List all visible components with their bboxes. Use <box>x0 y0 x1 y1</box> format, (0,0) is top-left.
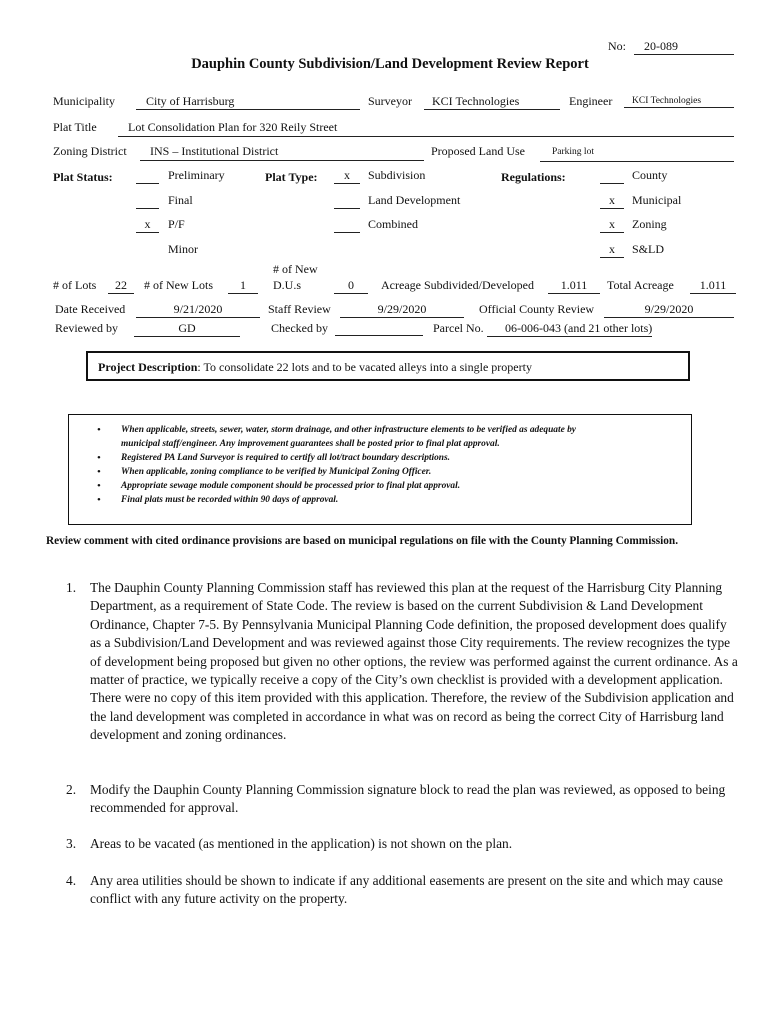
note-item: • When applicable, streets, sewer, water, storm drainage, and other infrastructure elements to be verified as adequate by municipal staff/engineer. Any improvement guarantees shall be posted prior to final plat approval. <box>121 423 591 451</box>
total-acreage-value: 1.011 <box>690 278 736 294</box>
type-combined-label: Combined <box>368 217 418 231</box>
status-pf-label: P/F <box>168 217 185 231</box>
date-received-value: 9/21/2020 <box>136 302 260 318</box>
type-subdivision-mark: x <box>334 168 360 184</box>
note-item: • Final plats must be recorded within 90 days of approval. <box>121 493 591 507</box>
doc-no-label: No: <box>608 39 626 53</box>
parcel-value: 06-006-043 (and 21 other lots) <box>487 321 652 337</box>
staff-review-label: Staff Review <box>268 302 331 316</box>
proposed-use-line <box>540 161 734 162</box>
comment-1-text: The Dauphin County Planning Commission staff has reviewed this plan at the request of the Harrisburg City Planning Department, as a requirement of State Code. The review is based on the current Subdivision & Land Development Ordinance, Chapter 7-5. By Pennsylvania Municipal Planning Code definition, the proposed development does qualify as a Subdivision/Land Development and was reviewed against those City requirements. The review recognizes the type of development being proposed but given no other options, the review was performed against the current ordinance. As a matter of practice, we typically receive a copy of the City’s own checklist is provided with a development application. There were no copy of this item provided with this application. Therefore, the review of the Subdivision application and the land development was completed in accordance in what was on record as being the correct City of Harrisburg land development and zoning ordinances. <box>90 580 738 743</box>
type-landdev-mark <box>334 193 360 209</box>
reg-zoning-mark: x <box>600 217 624 233</box>
reg-sld-mark: x <box>600 242 624 258</box>
notes-list <box>121 423 591 507</box>
date-received-label: Date Received <box>55 302 126 316</box>
comment-3-number: 3. <box>66 836 77 851</box>
comment-2-text: Modify the Dauphin County Planning Commission signature block to read the plan was reviewed, as opposed to being recommended for approval. <box>90 782 726 816</box>
municipality-label: Municipality <box>53 94 115 108</box>
project-description-box <box>86 351 690 381</box>
review-comment-note: Review comment with cited ordinance provisions are based on municipal regulations on file with the County Planning Commission. <box>46 535 679 547</box>
reg-municipal-label: Municipal <box>632 193 682 207</box>
status-preliminary-mark <box>136 168 159 184</box>
official-review-value: 9/29/2020 <box>604 302 734 318</box>
plat-title-value: Lot Consolidation Plan for 320 Reily Street <box>128 120 338 134</box>
regulations-label: Regulations: <box>501 170 566 184</box>
parcel-label: Parcel No. <box>433 321 484 335</box>
comment-4-number: 4. <box>66 873 77 888</box>
plat-type-label: Plat Type: <box>265 170 318 184</box>
reg-county-mark <box>600 168 624 184</box>
note-item: • Registered PA Land Surveyor is required to certify all lot/tract boundary descriptions. <box>121 451 591 465</box>
reg-municipal-mark: x <box>600 193 624 209</box>
notes-box <box>68 414 692 525</box>
note-item: • Appropriate sewage module component should be processed prior to final plat approval. <box>121 479 591 493</box>
status-minor-label: Minor <box>168 242 198 256</box>
total-acreage-label: Total Acreage <box>607 278 674 292</box>
type-combined-mark <box>334 217 360 233</box>
engineer-value: KCI Technologies <box>624 96 734 108</box>
zoning-line <box>140 160 424 161</box>
status-final-label: Final <box>168 193 193 207</box>
status-final-mark <box>136 193 159 209</box>
acreage-sub-label: Acreage Subdivided/Developed <box>381 278 534 292</box>
lots-label: # of Lots <box>53 278 97 292</box>
reviewed-by-label: Reviewed by <box>55 321 118 335</box>
reg-sld-label: S&LD <box>632 242 665 256</box>
new-lots-value: 1 <box>228 278 258 294</box>
status-preliminary-label: Preliminary <box>168 168 225 182</box>
report-title: Dauphin County Subdivision/Land Development Review Report <box>191 56 589 72</box>
new-du-label-1: # of New <box>273 262 318 276</box>
checked-by-value <box>335 321 423 336</box>
engineer-label: Engineer <box>569 94 613 108</box>
project-description-text: : To consolidate 22 lots and to be vacated alleys into a single property <box>197 360 532 374</box>
new-lots-label: # of New Lots <box>144 278 213 292</box>
status-pf-mark: x <box>136 217 159 233</box>
acreage-sub-value: 1.011 <box>548 278 600 294</box>
surveyor-value: KCI Technologies <box>424 94 560 110</box>
zoning-label: Zoning District <box>53 144 127 158</box>
new-du-value: 0 <box>334 278 368 294</box>
reg-county-label: County <box>632 168 668 182</box>
surveyor-label: Surveyor <box>368 94 412 108</box>
official-review-label: Official County Review <box>479 302 595 316</box>
comment-3-text: Areas to be vacated (as mentioned in the application) is not shown on the plan. <box>90 836 513 851</box>
project-description-label: Project Description <box>98 360 198 374</box>
plat-title-line <box>118 136 734 137</box>
doc-no-value: 20-089 <box>634 39 734 55</box>
comment-4-text: Any area utilities should be shown to indicate if any additional easements are present on the site and which may cause conflict with any future activity on the property. <box>90 873 723 907</box>
new-du-label-2: D.U.s <box>273 278 302 292</box>
municipality-value: City of Harrisburg <box>136 94 360 110</box>
type-landdev-label: Land Development <box>368 193 461 207</box>
plat-title-label: Plat Title <box>53 120 97 134</box>
zoning-value: INS – Institutional District <box>150 144 279 158</box>
reg-zoning-label: Zoning <box>632 217 667 231</box>
staff-review-value: 9/29/2020 <box>340 302 464 318</box>
note-item: • When applicable, zoning compliance to be verified by Municipal Zoning Officer. <box>121 465 591 479</box>
reviewed-by-value: GD <box>134 321 240 337</box>
comment-2-number: 2. <box>66 782 77 797</box>
proposed-use-label: Proposed Land Use <box>431 144 525 158</box>
lots-value: 22 <box>108 278 134 294</box>
checked-by-label: Checked by <box>271 321 328 335</box>
type-subdivision-label: Subdivision <box>368 168 426 182</box>
comment-1-number: 1. <box>66 580 77 595</box>
plat-status-label: Plat Status: <box>53 170 113 184</box>
proposed-use-value: Parking lot <box>552 147 594 157</box>
